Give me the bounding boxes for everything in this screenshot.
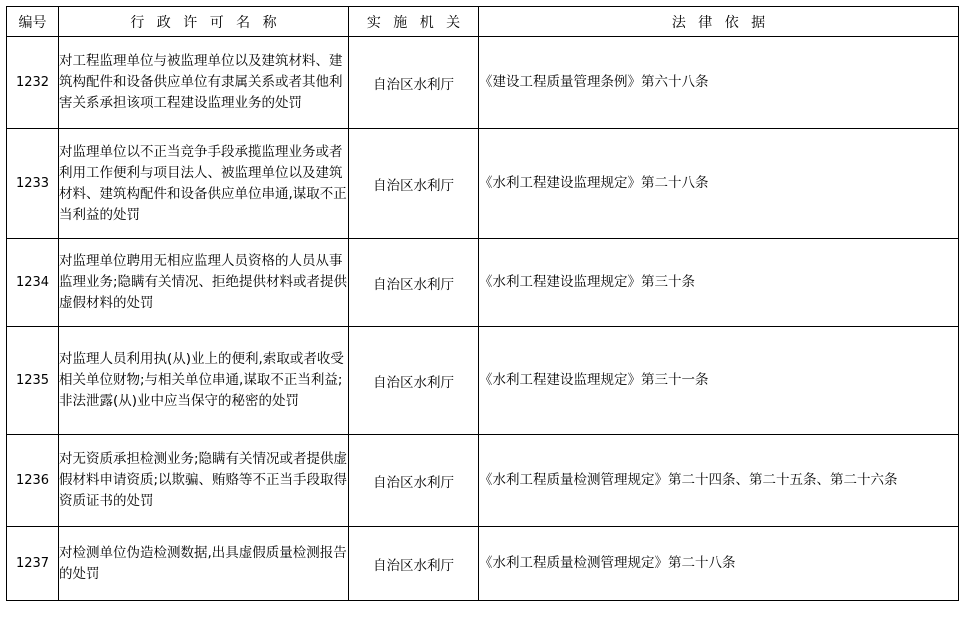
column-header-name: 行 政 许 可 名 称 [59,7,349,37]
cell-agency: 自治区水利厅 [349,527,479,601]
cell-no: 1234 [7,239,59,327]
cell-legal-basis: 《水利工程建设监理规定》第三十一条 [479,327,959,435]
cell-agency: 自治区水利厅 [349,327,479,435]
table-row [7,527,959,601]
cell-permit-name: 对无资质承担检测业务;隐瞒有关情况或者提供虚假材料申请资质;以欺骗、贿赂等不正当手段取得资质证书的处罚 [59,435,349,527]
cell-no: 1233 [7,129,59,239]
cell-no: 1236 [7,435,59,527]
table-row [7,37,959,129]
cell-no: 1237 [7,527,59,601]
cell-agency: 自治区水利厅 [349,129,479,239]
column-header-no: 编号 [7,7,59,37]
cell-legal-basis: 《水利工程建设监理规定》第二十八条 [479,129,959,239]
administrative-permit-table [6,6,959,601]
cell-agency: 自治区水利厅 [349,435,479,527]
cell-permit-name: 对检测单位伪造检测数据,出具虚假质量检测报告的处罚 [59,527,349,601]
cell-permit-name: 对监理单位聘用无相应监理人员资格的人员从事监理业务;隐瞒有关情况、拒绝提供材料或者提供虚假材料的处罚 [59,239,349,327]
cell-no: 1232 [7,37,59,129]
cell-permit-name: 对监理单位以不正当竞争手段承揽监理业务或者利用工作便利与项目法人、被监理单位以及建筑材料、建筑构配件和设备供应单位串通,谋取不正当利益的处罚 [59,129,349,239]
column-header-agency: 实 施 机 关 [349,7,479,37]
cell-agency: 自治区水利厅 [349,239,479,327]
cell-legal-basis: 《建设工程质量管理条例》第六十八条 [479,37,959,129]
table-header-row [7,7,959,37]
cell-legal-basis: 《水利工程质量检测管理规定》第二十八条 [479,527,959,601]
cell-legal-basis: 《水利工程建设监理规定》第三十条 [479,239,959,327]
table-row [7,129,959,239]
cell-legal-basis: 《水利工程质量检测管理规定》第二十四条、第二十五条、第二十六条 [479,435,959,527]
cell-agency: 自治区水利厅 [349,37,479,129]
table-row [7,239,959,327]
table-row [7,327,959,435]
table-row [7,435,959,527]
cell-no: 1235 [7,327,59,435]
table-body [7,37,959,601]
cell-permit-name: 对工程监理单位与被监理单位以及建筑材料、建筑构配件和设备供应单位有隶属关系或者其他利害关系承担该项工程建设监理业务的处罚 [59,37,349,129]
cell-permit-name: 对监理人员利用执(从)业上的便利,索取或者收受相关单位财物;与相关单位串通,谋取不正当利益;非法泄露(从)业中应当保守的秘密的处罚 [59,327,349,435]
column-header-basis: 法 律 依 据 [479,7,959,37]
table-header [7,7,959,37]
